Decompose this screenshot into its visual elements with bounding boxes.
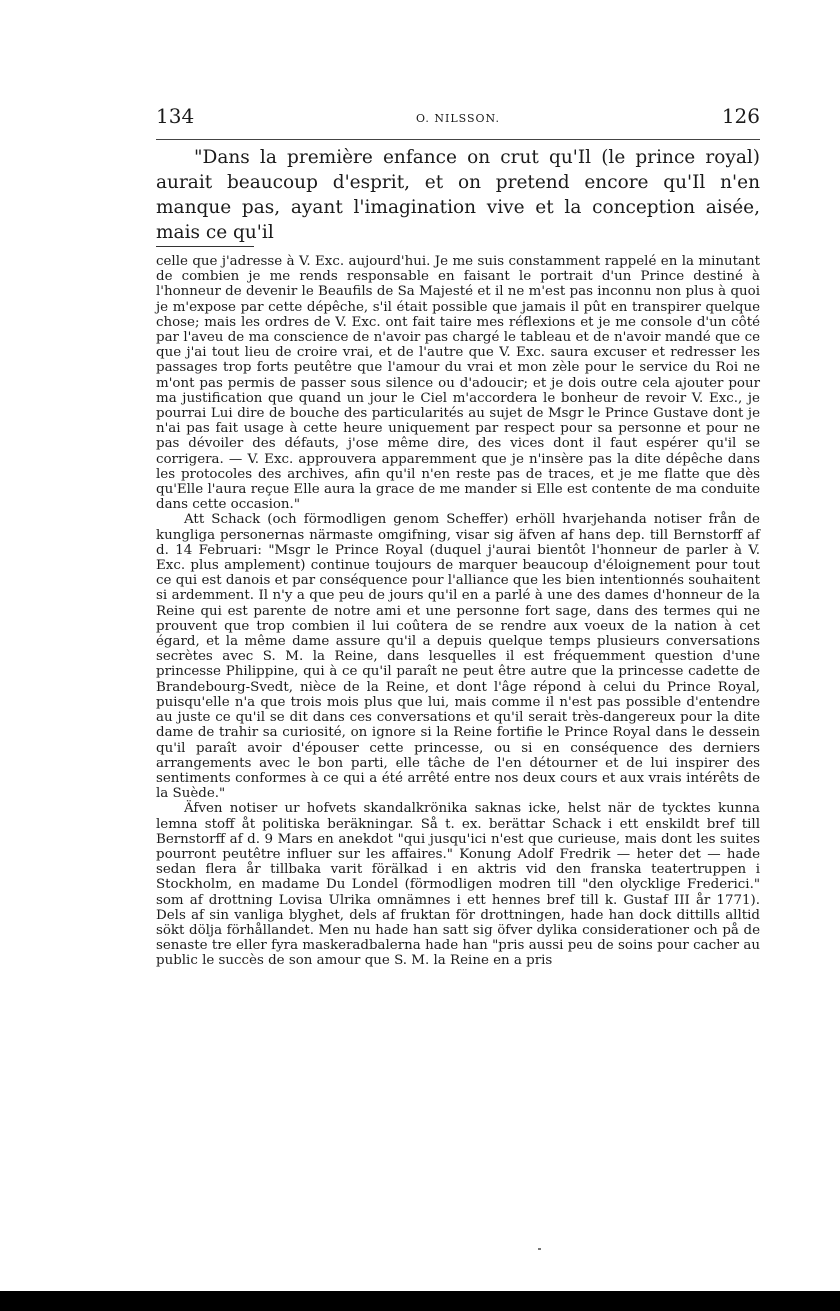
footnote bbox=[156, 254, 760, 969]
footnote-paragraph: celle que j'adresse à V. Exc. aujourd'hui. Je me suis constamment rappelé en la minutant de combien je me rends responsable en faisant le portrait d'un Prince destiné à l'honneur de devenir le Beaufils de Sa Majesté et il ne m'est pas inconnu non plus à quoi je m'expose par cette dépêche, s'il était possible que jamais il pût en transpirer quelque chose; mais les ordres de V. Exc. ont fait taire mes réflexions et je me console d'un côté par l'aveu de ma conscience de n'avoir pas chargé le tableau et de n'avoir mandé que ce que j'ai tout lieu de croire vrai, et de l'autre que V. Exc. saura excuser et redresser les passages trop forts peutêtre que l'amour du vrai et mon zèle pour le service du Roi ne m'ont pas permis de passer sous silence ou d'adoucir; et je dois outre cela ajouter pour ma justification que quand un jour le Ciel m'accordera le bonheur de revoir V. Exc., je pourrai Lui dire de bouche des particularités au sujet de Msgr le Prince Gustave dont je n'ai pas fait usage à cette heure uniquement par respect pour sa personne et pour ne pas dévoiler des défauts, j'ose même dire, des vices dont il faut espérer qu'il se corrigera. — V. Exc. approuvera apparemment que je n'insère pas la dite dépêche dans les protocoles des archives, afin qu'il n'en reste pas de traces, et je me flatte que dès qu'Elle l'aura reçue Elle aura la grace de me mander si Elle est contente de ma conduite dans cette occasion." bbox=[156, 254, 760, 513]
running-title: O. NILSSON. bbox=[416, 112, 500, 125]
main-text: "Dans la première enfance on crut qu'Il (le prince royal) aurait beaucoup d'esprit, et on pretend encore qu'Il n'en manque pas, ayant l'imagination vive et la conception aisée, mais ce qu'il bbox=[156, 147, 760, 243]
page-number-right: 126 bbox=[721, 104, 760, 128]
footnote-rule bbox=[156, 246, 254, 247]
header-rule bbox=[156, 139, 760, 140]
ink-speck bbox=[538, 1248, 541, 1250]
page-header bbox=[156, 104, 760, 138]
scan-edge-bar bbox=[0, 1291, 840, 1311]
footnote-paragraph: Äfven notiser ur hofvets skandalkrönika saknas icke, helst när de tycktes kunna lemna stoff åt politiska beräkningar. Så t. ex. berättar Schack i ett enskildt bref till Bernstorff af d. 9 Mars en anekdot "qui jusqu'ici n'est que curieuse, mais dont les suites pourront peutêtre influer sur les affaires." Konung Adolf Fredrik — heter det — hade sedan flera år tillbaka varit förälkad i en aktris vid den franska teatertruppen i Stockholm, en madame Du Londel (förmodligen modren till "den olycklige Frederici." som af drottning Lovisa Ulrika omnämnes i ett hennes bref till k. Gustaf III år 1771). Dels af sin vanliga blyghet, dels af fruktan för drottningen, hade han dock dittills alltid sökt dölja förhållandet. Men nu hade han satt sig öfver dylika considerationer och på de senaste tre eller fyra maskeradbalerna hade han "pris aussi peu de soins pour cacher au public le succès de son amour que S. M. la Reine en a pris bbox=[156, 801, 760, 969]
page-number-left: 134 bbox=[156, 104, 195, 128]
footnote-paragraph: Att Schack (och förmodligen genom Scheffer) erhöll hvarjehanda notiser från de kungliga personernas närmaste omgifning, visar sig äfven af hans dep. till Bernstorff af d. 14 Februari: "Msgr le Prince Royal (duquel j'aurai bientôt l'honneur de parler à V. Exc. plus amplement) continue toujours de marquer beaucoup d'éloignement pour tout ce qui est danois et par conséquence pour l'alliance que les bien intentionnés souhaitent si ardemment. Il n'y a que peu de jours qu'il en a parlé à une des dames d'honneur de la Reine qui est parente de notre ami et une personne fort sage, dans des termes qui ne prouvent que trop combien il lui coûtera de se rendre aux voeux de la nation à cet égard, et la même dame assure qu'il a depuis quelque temps plusieurs conversations secrètes avec S. M. la Reine, dans lesquelles il est fréquemment question d'une princesse Philippine, qui à ce qu'il paraît ne peut être autre que la princesse cadette de Brandebourg-Svedt, nièce de la Reine, et dont l'âge répond à celui du Prince Royal, puisqu'elle n'a que trois mois plus que lui, mais comme il n'est pas possible d'entendre au juste ce qu'il se dit dans ces conversations et qu'il serait très-dangereux pour la dite dame de trahir sa curiosité, on ignore si la Reine fortifie le Prince Royal dans le dessein qu'il paraît avoir d'épouser cette princesse, ou si en conséquence des derniers arrangements avec le bon parti, elle tâche de l'en détourner et de lui inspirer des sentiments conformes à ce qui a été arrêté entre nos deux cours et aux vrais intérêts de la Suède." bbox=[156, 512, 760, 802]
